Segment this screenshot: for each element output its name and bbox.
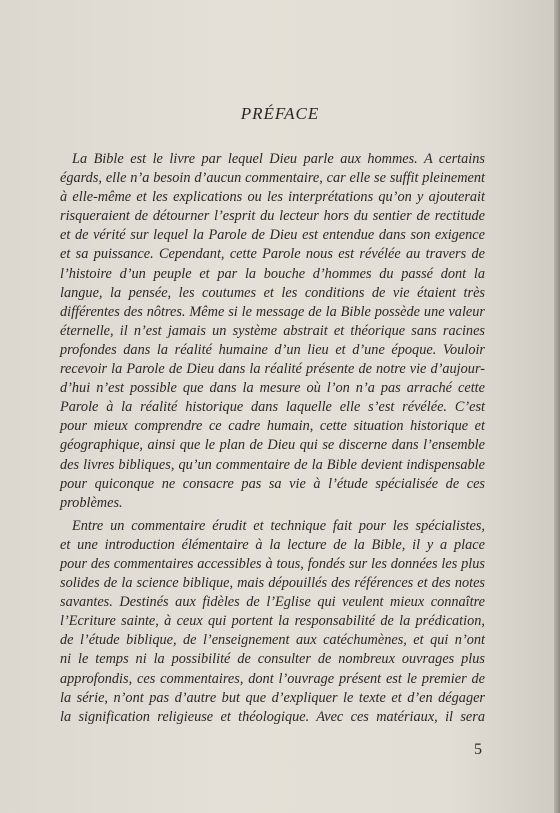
text-line: solides de la science biblique, mais dépouillés des références et des notes (60, 575, 485, 592)
text-line: à elle-même et les explications ou les interprétations qu’on y ajouterait (60, 189, 485, 206)
text-line: la signification religieuse et théologique. Avec ces matériaux, il sera (60, 708, 485, 725)
text-line: langue, la pensée, les coutumes et les conditions de vie étaient très (60, 284, 485, 301)
text-line: recevoir la Parole de Dieu dans la réalité présente de notre vie d’aujour- (60, 361, 485, 378)
text-line: pour des commentaires accessibles à tous, fondés sur les données les plus (60, 555, 485, 572)
text-line: la série, n’ont pas d’autre but que d’expliquer le texte et d’en dégager (60, 689, 485, 706)
text-line: égards, elle n’a besoin d’aucun commentaire, car elle se suffit pleinement (60, 170, 485, 187)
text-line: pour mieux comprendre ce cadre humain, cette situation historique et (60, 418, 485, 435)
text-line: risqueraient de détourner l’esprit du lecteur hors du sentier de rectitude (60, 208, 485, 225)
paragraph (60, 517, 485, 727)
text-line: l’histoire d’un peuple et par la bouche d’hommes du passé dont la (60, 265, 485, 282)
paragraph (60, 150, 485, 513)
text-line: pour quiconque ne consacre pas sa vie à l’étude spécialisée de ces (60, 475, 485, 492)
text-line: l’Ecriture sainte, à ceux qui portent la responsabilité de la prédication, (60, 613, 485, 630)
text-line: différentes des nôtres. Même si le message de la Bible possède une valeur (60, 303, 485, 320)
body-text (60, 150, 485, 727)
text-line: éternelle, il n’est jamais un système abstrait et théorique sans racines (60, 322, 485, 339)
text-line: profondes dans la réalité humaine d’un lieu et d’une époque. Vouloir (60, 341, 485, 358)
text-line: des livres bibliques, qu’un commentaire de la Bible devient indispensable (60, 456, 485, 473)
text-line: approfondis, ces commentaires, dont l’ouvrage présent est le premier de (60, 670, 485, 687)
text-line: ni le temps ni la possibilité de consulter de nombreux ouvrages plus (60, 651, 485, 668)
text-line: d’hui n’est possible que dans la mesure où l’on n’a pas arraché cette (60, 380, 485, 397)
text-line: La Bible est le livre par lequel Dieu parle aux hommes. A certains (72, 151, 485, 167)
text-line: de l’étude biblique, de l’enseignement aux catéchumènes, et qui n’ont (60, 632, 485, 649)
text-line: et une introduction élémentaire à la lecture de la Bible, il y a place (60, 536, 485, 553)
text-line: savantes. Destinés aux fidèles de l’Eglise qui veulent mieux connaître (60, 594, 485, 611)
text-line: et sa puissance. Cependant, cette Parole nous est révélée au travers de (60, 246, 485, 263)
text-line: géographique, ainsi que le plan de Dieu qui se discerne dans l’ensemble (60, 437, 485, 454)
page-heading: PRÉFACE (240, 104, 320, 123)
page-number: 5 (474, 741, 482, 758)
text-line: et de vérité sur lequel la Parole de Dieu est entendue dans son exigence (60, 227, 485, 244)
text-line: Entre un commentaire érudit et technique fait pour les spécialistes, (72, 517, 485, 534)
text-line: Parole à la réalité historique dans laquelle elle s’est révélée. C’est (60, 399, 485, 416)
text-line: problèmes. (60, 494, 123, 511)
